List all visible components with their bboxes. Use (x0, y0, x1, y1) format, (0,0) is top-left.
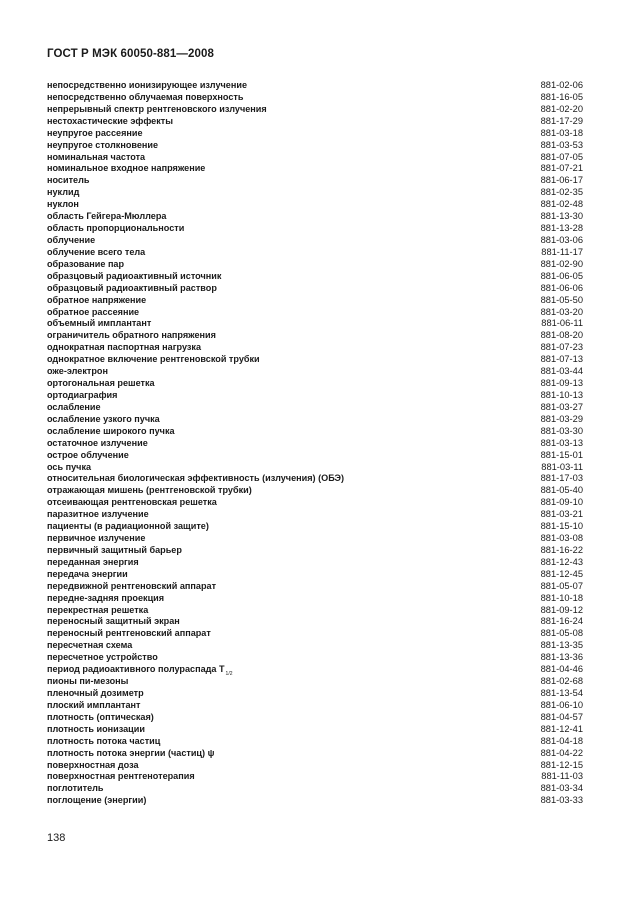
index-term: непосредственно ионизирующее излучение (47, 80, 247, 90)
index-code: 881-16-22 (540, 544, 583, 555)
index-term: перекрестная решетка (47, 604, 149, 615)
index-entry (47, 509, 583, 521)
index-entry (47, 426, 583, 438)
index-code: 881-13-28 (540, 223, 583, 234)
index-term: носитель (47, 175, 90, 186)
index-term: область Гейгера-Мюллера (47, 211, 167, 222)
index-term: остаточное излучение (47, 437, 148, 448)
index-term: нуклид (47, 187, 80, 198)
index-code: 881-15-10 (540, 521, 583, 532)
index-code: 881-07-05 (540, 151, 583, 162)
index-term: ослабление узкого пучка (47, 413, 160, 424)
index-term: плотность ионизации (47, 723, 145, 734)
index-term: поглощение (энергии) (47, 795, 147, 806)
index-entry (47, 342, 583, 354)
index-entry (47, 545, 583, 557)
index-code: 881-03-34 (540, 783, 583, 794)
index-code: 881-03-08 (540, 533, 583, 544)
index-entry (47, 557, 583, 569)
index-code: 881-09-12 (540, 604, 583, 615)
index-code: 881-02-48 (540, 199, 583, 210)
index-term: поглотитель (47, 783, 104, 794)
index-entry (47, 330, 583, 342)
index-term: пересчетная схема (47, 640, 133, 651)
index-term: нуклон (47, 199, 79, 210)
index-entry (47, 80, 583, 92)
index-entry (47, 652, 583, 664)
index-entry (47, 211, 583, 223)
index-code: 881-03-30 (540, 425, 583, 436)
index-entry (47, 795, 583, 807)
index-term: образцовый радиоактивный раствор (47, 282, 217, 293)
index-entry (47, 104, 583, 116)
index-term: первичный защитный барьер (47, 544, 182, 555)
index-code: 881-04-22 (540, 747, 583, 758)
index-term: острое облучение (47, 449, 129, 460)
index-entry (47, 259, 583, 271)
index-code: 881-06-11 (541, 318, 583, 329)
index-term: ось пучка (47, 461, 92, 472)
index-code: 881-03-21 (540, 509, 583, 520)
index-term: переносный защитный экран (47, 616, 180, 627)
index-term: однократное включение рентгеновской трубки (47, 354, 260, 365)
index-code: 881-03-44 (540, 366, 583, 377)
index-term: неупругое рассеяние (47, 127, 143, 138)
index-entry (47, 688, 583, 700)
index-code: 881-12-15 (540, 759, 583, 770)
index-term: ограничитель обратного напряжения (47, 330, 216, 341)
index-entry (47, 295, 583, 307)
index-term: обратное рассеяние (47, 306, 140, 317)
index-term: непрерывный спектр рентгеновского излучения (47, 103, 267, 114)
index-entry (47, 724, 583, 736)
index-entry (47, 533, 583, 545)
page-number: 138 (47, 832, 66, 844)
index-code: 881-15-01 (540, 449, 583, 460)
index-term: пленочный дозиметр (47, 688, 144, 699)
index-entry (47, 354, 583, 366)
index-term: поверхностная доза (47, 759, 139, 770)
index-entry (47, 390, 583, 402)
index-entry (47, 152, 583, 164)
index-entry (47, 640, 583, 652)
index-code: 881-09-10 (540, 497, 583, 508)
index-entry (47, 593, 583, 605)
index-entry (47, 116, 583, 128)
index-term: поверхностная рентгенотерапия (47, 771, 195, 782)
index-term: плоский имплантант (47, 699, 141, 710)
index-code: 881-03-29 (540, 413, 583, 424)
index-term: оже-электрон (47, 366, 108, 377)
index-code: 881-16-05 (540, 91, 583, 102)
index-code: 881-06-05 (540, 270, 583, 281)
index-term: объемный имплантант (47, 318, 152, 329)
index-code: 881-11-03 (541, 771, 583, 782)
index-code: 881-05-07 (540, 580, 583, 591)
index-entry (47, 760, 583, 772)
index-term: передача энергии (47, 568, 128, 579)
index-code: 881-04-46 (540, 664, 583, 675)
index-code: 881-02-90 (540, 258, 583, 269)
index-code: 881-17-29 (540, 115, 583, 126)
index-code: 881-13-30 (540, 211, 583, 222)
half-life-subscript: 1/2 (225, 671, 233, 678)
index-entry (47, 521, 583, 533)
index-code: 881-13-54 (540, 688, 583, 699)
index-term: передвижной рентгеновский аппарат (47, 580, 217, 591)
index-entry (47, 736, 583, 748)
index-entry (47, 438, 583, 450)
index-entry (47, 473, 583, 485)
index-term: однократная паспортная нагрузка (47, 342, 202, 353)
index-code: 881-09-13 (540, 378, 583, 389)
index-code: 881-03-33 (540, 795, 583, 806)
index-code: 881-05-08 (540, 628, 583, 639)
index-code: 881-03-18 (540, 127, 583, 138)
index-code: 881-12-45 (540, 568, 583, 579)
index-entry (47, 318, 583, 330)
index-code: 881-10-13 (540, 389, 583, 400)
index-code: 881-12-41 (540, 723, 583, 734)
index-entry (47, 92, 583, 104)
index-entry (47, 235, 583, 247)
index-code: 881-10-18 (540, 592, 583, 603)
index-term: облучение (47, 234, 96, 245)
index-code: 881-13-35 (540, 640, 583, 651)
index-entry (47, 569, 583, 581)
index-term: обратное напряжение (47, 294, 147, 305)
index-code: 881-07-23 (540, 342, 583, 353)
index-code: 881-04-18 (540, 735, 583, 746)
index-code: 881-13-36 (540, 652, 583, 663)
index-entry (47, 628, 583, 640)
index-entry (47, 712, 583, 724)
index-entry (47, 676, 583, 688)
index-entry (47, 247, 583, 259)
index-term: образцовый радиоактивный источник (47, 270, 222, 281)
index-term: ортогональная решетка (47, 378, 155, 389)
index-code: 881-16-24 (540, 616, 583, 627)
index-entry (47, 199, 583, 211)
index-entry (47, 462, 583, 474)
index-term: первичное излучение (47, 533, 146, 544)
index-code: 881-17-03 (540, 473, 583, 484)
index-code: 881-06-17 (540, 175, 583, 186)
index-term: ортодиаграфия (47, 389, 118, 400)
index-code: 881-02-06 (540, 80, 583, 90)
index-code: 881-07-13 (540, 354, 583, 365)
term-index-list (47, 80, 583, 807)
index-term: отражающая мишень (рентгеновской трубки) (47, 485, 252, 496)
index-entry (47, 283, 583, 295)
index-code: 881-06-06 (540, 282, 583, 293)
index-term: образование пар (47, 258, 125, 269)
index-entry (47, 771, 583, 783)
index-code: 881-03-27 (540, 401, 583, 412)
index-entry (47, 485, 583, 497)
index-code: 881-03-11 (541, 461, 583, 472)
index-code: 881-03-13 (540, 437, 583, 448)
index-entry (47, 140, 583, 152)
index-entry (47, 163, 583, 175)
index-term: облучение всего тела (47, 246, 146, 257)
index-code: 881-02-35 (540, 187, 583, 198)
document-header: ГОСТ Р МЭК 60050-881—2008 (47, 48, 214, 60)
index-term: нестохастические эффекты (47, 115, 174, 126)
index-entry (47, 414, 583, 426)
index-entry (47, 175, 583, 187)
index-term: пионы пи-мезоны (47, 676, 129, 687)
index-code: 881-02-68 (540, 676, 583, 687)
index-term: плотность (оптическая) (47, 711, 154, 722)
index-term: ослабление широкого пучка (47, 425, 175, 436)
index-code: 881-07-21 (540, 163, 583, 174)
index-entry (47, 581, 583, 593)
index-term: переносный рентгеновский аппарат (47, 628, 211, 639)
index-entry (47, 616, 583, 628)
index-term: непосредственно облучаемая поверхность (47, 91, 244, 102)
index-code: 881-06-10 (540, 699, 583, 710)
index-code: 881-05-50 (540, 294, 583, 305)
index-term: отсеивающая рентгеновская решетка (47, 497, 217, 508)
index-entry (47, 664, 583, 676)
index-code: 881-12-43 (540, 556, 583, 567)
index-term: пациенты (в радиационной защите) (47, 521, 209, 532)
index-term: номинальное входное напряжение (47, 163, 206, 174)
index-term: пересчетное устройство (47, 652, 158, 663)
index-term: плотность потока энергии (частиц) ψ (47, 747, 215, 758)
index-entry (47, 378, 583, 390)
index-entry (47, 783, 583, 795)
index-entry (47, 223, 583, 235)
index-entry (47, 497, 583, 509)
index-term: паразитное излучение (47, 509, 149, 520)
index-term: ослабление (47, 401, 101, 412)
index-entry (47, 605, 583, 617)
index-term: плотность потока частиц (47, 735, 161, 746)
index-code: 881-04-57 (540, 711, 583, 722)
index-entry (47, 307, 583, 319)
index-term: переданная энергия (47, 556, 139, 567)
index-code: 881-02-20 (540, 103, 583, 114)
index-code: 881-08-20 (540, 330, 583, 341)
index-term: период радиоактивного полураспада $T_{1/2}$ (47, 664, 233, 678)
index-entry (47, 187, 583, 199)
index-term: относительная биологическая эффективность (излучения) (ОБЭ) (47, 473, 344, 484)
index-term: номинальная частота (47, 151, 146, 162)
index-code: 881-11-17 (541, 246, 583, 257)
index-entry (47, 450, 583, 462)
index-term: неупругое столкновение (47, 139, 159, 150)
index-term: передне-задняя проекция (47, 592, 165, 603)
index-entry (47, 128, 583, 140)
index-entry (47, 366, 583, 378)
index-entry (47, 402, 583, 414)
index-term: область пропорциональности (47, 223, 185, 234)
index-code: 881-03-53 (540, 139, 583, 150)
index-code: 881-03-06 (540, 234, 583, 245)
index-entry (47, 748, 583, 760)
index-code: 881-03-20 (540, 306, 583, 317)
index-entry (47, 700, 583, 712)
index-entry (47, 271, 583, 283)
index-code: 881-05-40 (540, 485, 583, 496)
